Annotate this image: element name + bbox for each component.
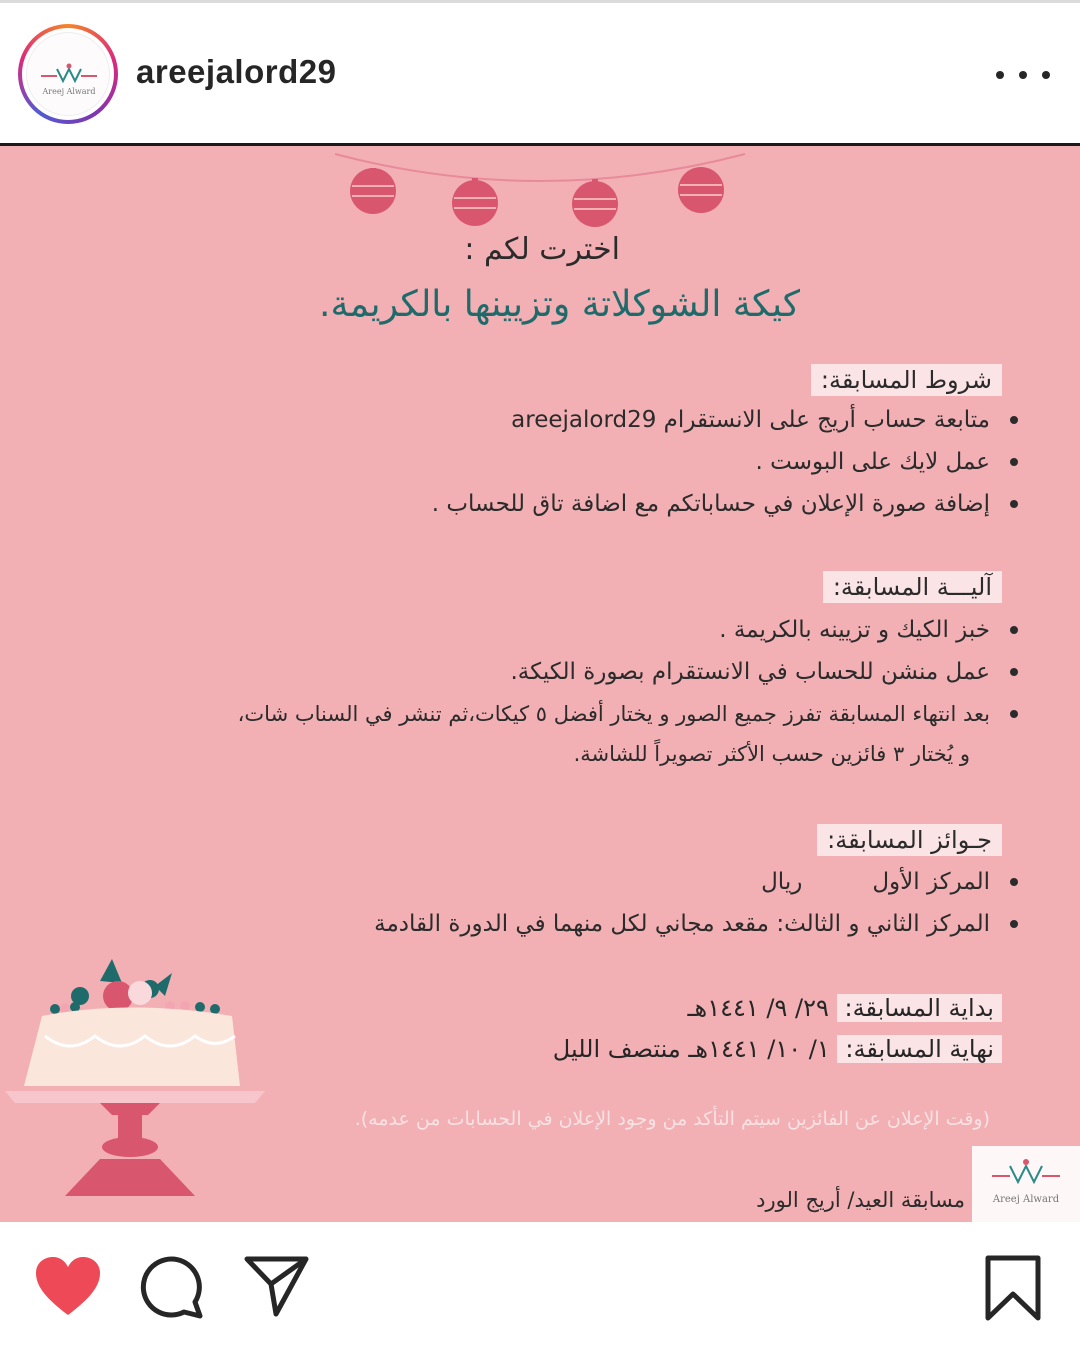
intro-text: اخترت لكم : bbox=[464, 232, 620, 267]
logo-mark-icon bbox=[972, 1146, 1080, 1196]
start-date-value: ٢٩/ ٩/ ١٤٤١هـ bbox=[687, 994, 829, 1022]
end-date-value: ١/ ١٠/ ١٤٤١هـ منتصف الليل bbox=[552, 1035, 830, 1063]
terms-label: شروط المسابقة: bbox=[811, 364, 1002, 396]
start-date bbox=[688, 991, 1002, 1025]
brand-logo-icon bbox=[27, 33, 111, 117]
like-heart-icon[interactable] bbox=[34, 1255, 102, 1317]
more-options-icon[interactable] bbox=[996, 61, 1050, 89]
username-link[interactable]: areejalord29 bbox=[136, 53, 337, 90]
share-send-icon[interactable] bbox=[244, 1254, 310, 1318]
mechanism-item-3: بعد انتهاء المسابقة تفرز جميع الصور و يختار أفضل ٥ كيكات،ثم تنشر في السناب شات، bbox=[238, 698, 990, 730]
prizes-label: جـوائز المسابقة: bbox=[817, 824, 1002, 856]
end-date-label: نهاية المسابقة: bbox=[837, 1035, 1002, 1063]
logo-caption: Areej Alward bbox=[992, 1194, 1060, 1205]
cake-stand-illustration bbox=[0, 951, 270, 1211]
mechanism-item-3-cont: و يُختار ٣ فائزين حسب الأكثر تصويراً للشاشة. bbox=[573, 742, 970, 766]
terms-item-3: إضافة صورة الإعلان في حساباتكم مع اضافة تاق للحساب . bbox=[432, 488, 990, 520]
brand-logo bbox=[972, 1146, 1080, 1222]
mechanism-item-2: عمل منشن للحساب في الانستقرام بصورة الكيكة. bbox=[511, 656, 991, 688]
end-date bbox=[553, 1032, 1002, 1066]
lanterns-garland-icon bbox=[0, 146, 1080, 236]
terms-item-2: عمل لايك على البوست . bbox=[756, 446, 990, 478]
start-date-label: بداية المسابقة: bbox=[837, 994, 1002, 1022]
recipe-headline: كيكة الشوكلاتة وتزيينها بالكريمة. bbox=[319, 284, 800, 325]
mechanism-item-1: خبز الكيك و تزيينه بالكريمة . bbox=[719, 614, 990, 646]
contest-footer: مسابقة العيد/ أريج الورد bbox=[756, 1188, 965, 1212]
comment-icon[interactable] bbox=[140, 1254, 206, 1320]
bookmark-save-icon[interactable] bbox=[984, 1254, 1042, 1322]
winners-notice: (وقت الإعلان عن الفائزين سيتم التأكد من وجود الإعلان في الحسابات من عدمه). bbox=[354, 1108, 990, 1130]
post-image bbox=[0, 146, 1080, 1222]
avatar-caption: Areej Alward bbox=[42, 87, 96, 96]
terms-item-1: متابعة حساب أريج على الانستقرام areejalord29 bbox=[511, 404, 990, 436]
avatar-image bbox=[26, 32, 110, 116]
post-header bbox=[0, 3, 1080, 143]
post-actions-bar bbox=[0, 1222, 1080, 1349]
prize-first: المركز الأولريال bbox=[761, 866, 990, 898]
prize-second-third: المركز الثاني و الثالث: مقعد مجاني لكل منهما في الدورة القادمة bbox=[374, 908, 990, 940]
avatar[interactable] bbox=[18, 24, 118, 124]
mechanism-label: آليـــة المسابقة: bbox=[823, 571, 1002, 603]
